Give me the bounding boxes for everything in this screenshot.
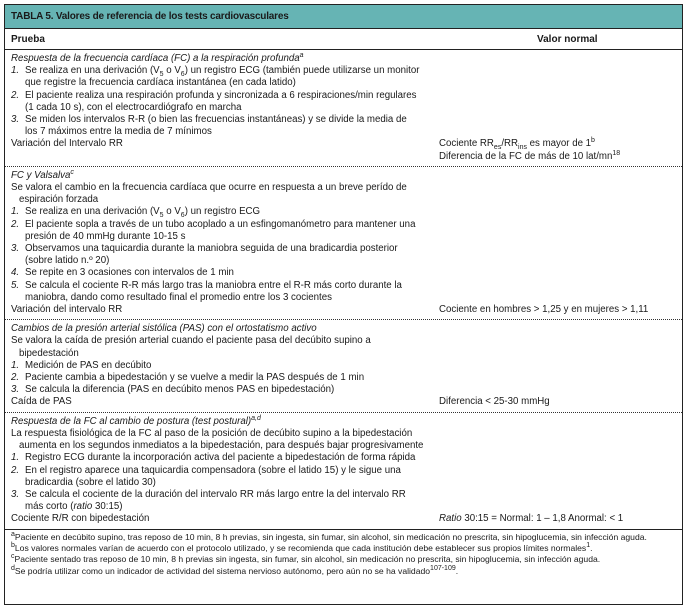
procedure-step xyxy=(11,219,421,243)
text-segment: . xyxy=(455,565,459,576)
text-segment: ) un registro ECG xyxy=(184,206,261,218)
footnote xyxy=(11,532,676,543)
superscript: b xyxy=(591,137,595,145)
text-segment: Se realiza en una derivación (V xyxy=(25,206,160,218)
step-text xyxy=(25,452,421,464)
italic-text: Ratio xyxy=(439,513,462,525)
test-section xyxy=(5,413,682,530)
italic-text: ratio xyxy=(73,501,93,513)
superscript: c xyxy=(70,168,74,176)
table-title: TABLA 5. Valores de referencia de los tests cardiovasculares xyxy=(5,5,682,29)
subscript: 6 xyxy=(180,71,185,79)
text-segment: Respuesta de la frecuencia cardíaca (FC) a la respiración profunda xyxy=(11,53,300,64)
superscript: b xyxy=(11,542,15,550)
procedure-step xyxy=(11,489,421,513)
superscript: a xyxy=(11,530,15,538)
normal-value xyxy=(439,304,676,316)
text-segment: Diferencia < 25-30 mmHg xyxy=(439,396,550,408)
measure-row xyxy=(11,513,676,525)
procedure-step xyxy=(11,360,421,372)
procedure-step xyxy=(11,267,421,279)
text-segment: Cociente en hombres > 1,25 y en mujeres > 1,11 xyxy=(439,304,649,316)
footnotes xyxy=(5,530,682,580)
step-number: 3. xyxy=(11,114,20,126)
text-segment: Observamos una taquicardia durante la maniobra seguida de una bradicardia posterior (sobre latido n.º 20) xyxy=(25,243,398,267)
text-segment: es mayor de 1 xyxy=(526,138,592,150)
step-number: 1. xyxy=(11,206,20,218)
text-segment: Se calcula el cociente de la duración del intervalo RR más largo entre la del intervalo RR más corto ( xyxy=(25,488,406,513)
test-section xyxy=(5,167,682,320)
text-segment: Cociente RR xyxy=(439,138,494,150)
procedure-step xyxy=(11,372,421,384)
normal-value xyxy=(439,138,676,162)
table-body xyxy=(5,50,682,530)
text-segment: o V xyxy=(163,206,181,218)
text-segment: Medición de PAS en decúbito xyxy=(25,359,152,371)
text-segment: Registro ECG durante la incorporación activa del paciente a bipedestación de forma rápida xyxy=(25,452,416,464)
step-text xyxy=(25,243,421,267)
text-segment: Paciente cambia a bipedestación y se vuelve a medir la PAS después de 1 min xyxy=(25,372,365,384)
normal-value xyxy=(439,513,676,525)
measure-row xyxy=(11,138,676,162)
subscript: 6 xyxy=(180,212,185,220)
text-segment: o V xyxy=(163,65,181,77)
test-section xyxy=(5,320,682,412)
measure-label xyxy=(11,396,439,408)
footnote xyxy=(11,554,676,565)
procedure-step xyxy=(11,465,421,489)
step-text xyxy=(25,384,421,396)
step-text xyxy=(25,219,421,243)
step-text xyxy=(25,206,421,218)
step-number: 3. xyxy=(11,488,20,500)
section-description xyxy=(11,428,429,452)
procedure-step xyxy=(11,280,421,304)
text-segment: 30:15) xyxy=(92,501,123,513)
text-segment: Variación del intervalo RR xyxy=(11,304,123,316)
subscript: 5 xyxy=(159,212,164,220)
step-number: 3. xyxy=(11,384,20,396)
normal-value-line xyxy=(439,513,676,525)
step-number: 1. xyxy=(11,65,20,77)
subscript: es xyxy=(493,144,502,152)
normal-value xyxy=(439,396,676,408)
subscript: ins xyxy=(518,144,527,152)
step-text xyxy=(25,114,421,138)
step-text xyxy=(25,65,421,89)
text-segment: /RR xyxy=(501,138,519,150)
step-number: 2. xyxy=(11,89,20,101)
text-segment: En el registro aparece una taquicardia compensadora (sobre el latido 15) y le sigue una bradicardia (sobre el latido 30) xyxy=(25,464,401,488)
step-number: 3. xyxy=(11,243,20,255)
text-segment: Paciente sentado tras reposo de 10 min, 8 h previas sin ingesta, sin fumar, sin alcohol, sin medicación no prescrita, sin hipoglucemia, sin infección aguda. xyxy=(14,554,601,565)
section-description xyxy=(11,335,429,359)
text-segment: ) un registro ECG (también puede utilizarse un monitor que registre la frecuencia cardíaca instantánea (en cada latido) xyxy=(25,65,420,89)
column-header-value: Valor normal xyxy=(537,34,598,45)
superscript: a,d xyxy=(251,414,261,422)
step-number: 2. xyxy=(11,372,20,384)
measure-row xyxy=(11,396,676,408)
text-segment: Se valora el cambio en la frecuencia cardíaca que ocurre en respuesta a un breve perído de espiración forzada xyxy=(11,182,407,206)
step-number: 5. xyxy=(11,279,20,291)
normal-value-line xyxy=(439,304,676,316)
procedure-step xyxy=(11,90,421,114)
text-segment: Se calcula la diferencia (PAS en decúbito menos PAS en bipedestación) xyxy=(25,384,335,396)
text-segment: Se valora la caída de presión arterial cuando el paciente pasa del decúbito supino a bipedestación xyxy=(11,335,371,359)
superscript: 1 xyxy=(586,542,591,550)
text-segment: . xyxy=(590,542,593,553)
procedure-step xyxy=(11,206,421,218)
text-segment: El paciente realiza una respiración profunda y sincronizada a 6 respiraciones/min regulares (1 cada 10 s), con el electrocardiógrafo en marcha xyxy=(25,89,417,113)
step-number: 1. xyxy=(11,452,20,464)
procedure-step xyxy=(11,384,421,396)
test-section xyxy=(5,50,682,167)
section-description xyxy=(11,182,429,206)
text-segment: Los valores normales varían de acuerdo con el protocolo utilizado, y se recomienda que cada institución debe establecer sus propios límites normales xyxy=(14,542,587,553)
normal-value-line xyxy=(439,151,676,163)
procedure-step xyxy=(11,114,421,138)
text-segment: FC y Valsalva xyxy=(11,169,71,181)
reference-values-table xyxy=(4,4,683,605)
step-text xyxy=(25,90,421,114)
text-segment: La respuesta fisiológica de la FC al paso de la posición de decúbito supino a la bipedestación aumenta en los segundos inmediatos a la bipedestación, para después bajar progresivamente xyxy=(11,427,424,452)
step-number: 1. xyxy=(11,359,20,371)
text-segment: Se miden los intervalos R-R (o bien las frecuencias instantáneas) y se divide la media de los 7 máximos entre la media de 7 mínimos xyxy=(25,114,407,138)
step-text xyxy=(25,489,421,513)
section-title xyxy=(11,170,421,182)
superscript: a xyxy=(299,51,304,59)
section-title xyxy=(11,323,421,335)
column-header-test: Prueba xyxy=(11,34,45,45)
column-header-row xyxy=(5,29,682,50)
text-segment: Paciente en decúbito supino, tras reposo de 10 min, 8 h previas, sin ingesta, sin fumar, sin alcohol, sin medicación no prescrita, sin hipoglucemia, sin infección aguda. xyxy=(14,531,647,542)
step-text xyxy=(25,267,421,279)
procedure-step xyxy=(11,65,421,89)
text-segment: Variación del Intervalo RR xyxy=(11,138,123,150)
text-segment: El paciente sopla a través de un tubo acoplado a un esfingomanómetro para mantener una presión de 40 mmHg durante 10-15 s xyxy=(25,218,416,242)
measure-label xyxy=(11,513,439,525)
measure-label xyxy=(11,138,439,162)
step-text xyxy=(25,280,421,304)
text-segment: Cambios de la presión arterial sistólica (PAS) con el ortostatismo activo xyxy=(11,323,317,335)
text-segment: Se repite en 3 ocasiones con intervalos de 1 min xyxy=(25,267,234,279)
measure-label xyxy=(11,304,439,316)
text-segment: Se podría utilizar como un indicador de actividad del sistema nervioso autónomo, pero aún no se ha validado xyxy=(14,565,431,576)
procedure-step xyxy=(11,452,421,464)
section-title xyxy=(11,416,421,428)
superscript: d xyxy=(11,564,15,572)
superscript: 107-109 xyxy=(430,564,456,572)
step-text xyxy=(25,372,421,384)
normal-value-line xyxy=(439,138,676,150)
text-segment: Se realiza en una derivación (V xyxy=(25,65,160,77)
text-segment: 30:15 = Normal: 1 – 1,8 Anormal: < 1 xyxy=(461,513,624,525)
text-segment: Se calcula el cociente R-R más largo tras la maniobra entre el R-R más corto durante la maniobra, dando como resultado final el promedio entre los 3 cocientes xyxy=(25,279,402,303)
step-text xyxy=(25,465,421,489)
procedure-step xyxy=(11,243,421,267)
text-segment: Caída de PAS xyxy=(11,396,72,408)
superscript: c xyxy=(11,553,15,561)
subscript: 5 xyxy=(159,71,164,79)
normal-value-line xyxy=(439,396,676,408)
step-text xyxy=(25,360,421,372)
step-number: 4. xyxy=(11,267,20,279)
step-number: 2. xyxy=(11,218,20,230)
footnote xyxy=(11,566,676,577)
superscript: 18 xyxy=(612,149,621,157)
step-number: 2. xyxy=(11,464,20,476)
text-segment: Respuesta de la FC al cambio de postura (test postural) xyxy=(11,415,252,427)
section-title xyxy=(11,53,421,65)
text-segment: Diferencia de la FC de más de 10 lat/mn xyxy=(439,150,613,162)
text-segment: Cociente R/R con bipedestación xyxy=(11,513,150,525)
footnote xyxy=(11,543,676,554)
measure-row xyxy=(11,304,676,316)
